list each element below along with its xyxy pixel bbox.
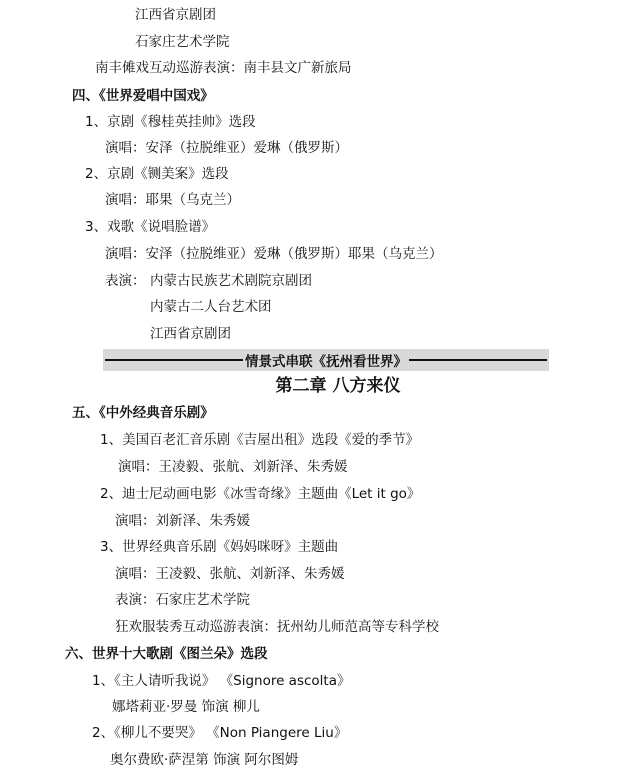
singers-line: 演唱：耶果（乌克兰）: [105, 192, 240, 208]
performer-line: 内蒙古二人台艺术团: [150, 299, 272, 315]
program-item: 2、《柳儿不要哭》 《Non Piangere Liu》: [92, 725, 348, 741]
program-item: 3、戏歌《说唱脸谱》: [85, 219, 216, 235]
chapter-title: 第二章 八方来仪: [275, 376, 401, 396]
interlude-title: 情景式串联《抚州看世界》: [245, 354, 407, 370]
singers-line: 演唱：安泽（拉脱维亚）爱琳（俄罗斯）: [105, 140, 348, 156]
program-item: 1、京剧《穆桂英挂帅》选段: [85, 114, 256, 130]
divider: [409, 359, 547, 361]
performers-label: 表演：: [105, 273, 146, 289]
program-item: 1、美国百老汇音乐剧《吉屋出租》选段《爱的季节》: [100, 432, 420, 448]
section-heading: 四、《世界爱唱中国戏》: [72, 88, 214, 104]
cast-line: 娜塔莉亚·罗曼 饰演 柳儿: [112, 699, 260, 715]
performers-line: 表演：石家庄艺术学院: [115, 592, 250, 608]
program-item: 3、世界经典音乐剧《妈妈咪呀》主题曲: [100, 539, 339, 555]
singers-line: 演唱：刘新泽、朱秀媛: [115, 513, 250, 529]
section-heading: 五、《中外经典音乐剧》: [72, 405, 214, 421]
section-heading: 六、世界十大歌剧《图兰朵》选段: [65, 646, 268, 662]
performer-line: 石家庄艺术学院: [135, 34, 230, 50]
singers-line: 演唱：王凌毅、张航、刘新泽、朱秀媛: [115, 566, 345, 582]
singers-line: 演唱：安泽（拉脱维亚）爱琳（俄罗斯）耶果（乌克兰）: [105, 246, 443, 262]
parade-line: 南丰傩戏互动巡游表演：南丰县文广新旅局: [95, 60, 352, 76]
performer-line: 江西省京剧团: [135, 7, 216, 23]
program-item: 2、京剧《铡美案》选段: [85, 166, 229, 182]
program-item: 1、《主人请听我说》 《Signore ascolta》: [92, 673, 351, 689]
performer-line: 内蒙古民族艺术剧院京剧团: [150, 273, 312, 289]
interlude-banner: [103, 349, 549, 371]
singers-line: 演唱：王凌毅、张航、刘新泽、朱秀媛: [118, 459, 348, 475]
program-item: 2、迪士尼动画电影《冰雪奇缘》主题曲《Let it go》: [100, 486, 421, 502]
cast-line: 奥尔费欧·萨涅第 饰演 阿尔图姆: [110, 752, 299, 768]
divider: [105, 359, 243, 361]
performer-line: 江西省京剧团: [150, 326, 231, 342]
parade-line: 狂欢服装秀互动巡游表演：抚州幼儿师范高等专科学校: [115, 619, 439, 635]
